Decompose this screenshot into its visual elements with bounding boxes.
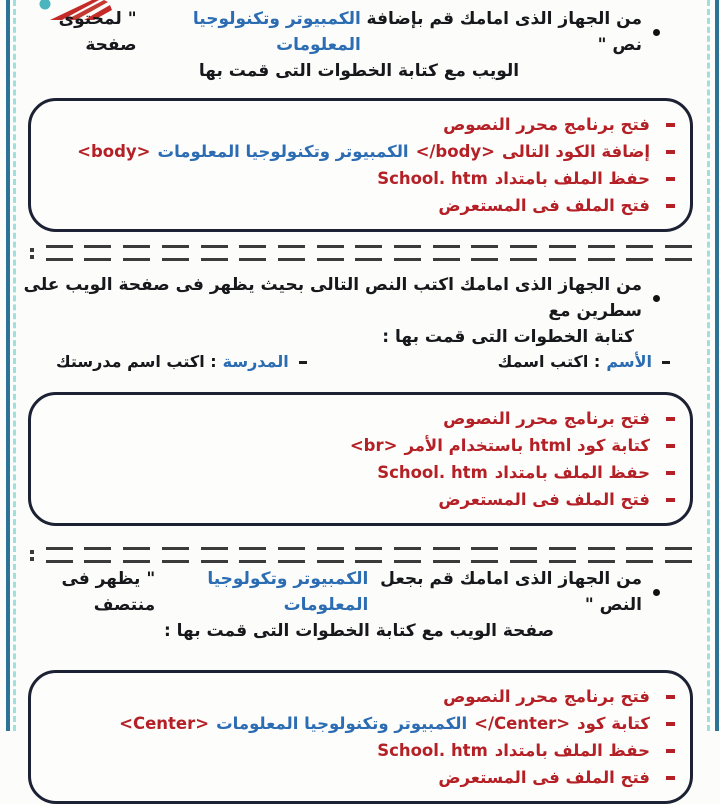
steps-box-3 bbox=[28, 670, 693, 804]
red-dash-icon bbox=[666, 150, 675, 154]
name-instruction: : اكتب اسمك bbox=[497, 352, 601, 371]
step-text: كتابة كود bbox=[577, 714, 650, 733]
red-dash-icon bbox=[666, 123, 675, 127]
step-row bbox=[41, 138, 675, 165]
task3-highlight-text: الكمبيوتر وتكولوجيا المعلومات bbox=[207, 569, 369, 615]
red-dash-icon bbox=[666, 417, 675, 421]
school-item bbox=[56, 350, 307, 374]
step-row bbox=[41, 111, 675, 138]
task3-text-post: " يظهر فى منتصف bbox=[61, 569, 156, 615]
step-row bbox=[41, 459, 675, 486]
task1-highlight-text: الكمبيوتر وتكنولوجيا المعلومات bbox=[192, 9, 361, 55]
left-dashed-line bbox=[13, 0, 16, 731]
step-row bbox=[41, 737, 675, 764]
step-text: فتح الملف فى المستعرض bbox=[438, 196, 650, 215]
task3-line1 bbox=[22, 566, 696, 618]
steps-box-1 bbox=[28, 98, 693, 232]
task2-text-line2: كتابة الخطوات التى قمت بها : bbox=[382, 327, 634, 347]
html-code-token: <body> bbox=[77, 142, 151, 161]
bullet-dot-icon bbox=[653, 589, 660, 596]
filename-text: School. htm bbox=[377, 741, 488, 760]
red-dash-icon bbox=[666, 177, 675, 181]
red-dash-icon bbox=[666, 498, 675, 502]
red-dash-icon bbox=[666, 444, 675, 448]
name-term: الأسم bbox=[606, 352, 652, 371]
task1-text-post: " لمحتوى صفحة bbox=[58, 9, 137, 55]
step-row bbox=[41, 486, 675, 513]
step-highlight-text: الكمبيوتر وتكنولوجيا المعلومات bbox=[216, 714, 468, 733]
step-text: فتح برنامج محرر النصوص bbox=[443, 115, 650, 134]
task1-text-line2: الويب مع كتابة الخطوات التى قمت بها bbox=[198, 61, 520, 81]
step-text: حفظ الملف بامتداد bbox=[494, 463, 650, 482]
task-paragraph-1 bbox=[22, 6, 696, 84]
steps-box-2 bbox=[28, 392, 693, 526]
task3-text-pre: من الجهاز الذى امامك قم بجعل النص " bbox=[380, 569, 642, 615]
document-content bbox=[22, 0, 696, 804]
step-text: فتح الملف فى المستعرض bbox=[438, 768, 650, 787]
html-code-token: <Center> bbox=[119, 714, 210, 733]
name-item bbox=[498, 350, 670, 374]
html-code-token: </body> bbox=[415, 142, 495, 161]
step-row bbox=[41, 710, 675, 737]
separator-colon bbox=[30, 248, 34, 259]
step-highlight-text: الكمبيوتر وتكنولوجيا المعلومات bbox=[157, 142, 409, 161]
step-text: فتح برنامج محرر النصوص bbox=[443, 409, 650, 428]
right-border-line bbox=[715, 0, 719, 731]
task2-line1 bbox=[22, 272, 696, 324]
filename-text: School. htm bbox=[377, 169, 488, 188]
school-term: المدرسة bbox=[222, 352, 289, 371]
html-code-token: </Center> bbox=[474, 714, 571, 733]
task2-text-line1: من الجهاز الذى امامك اكتب النص التالى بحيث يظهر فى صفحة الويب على سطرين مع bbox=[23, 275, 642, 321]
red-dash-icon bbox=[666, 749, 675, 753]
task1-line2 bbox=[22, 58, 696, 84]
task1-line1 bbox=[22, 6, 696, 58]
task3-line2 bbox=[22, 618, 696, 644]
task1-text-pre: من الجهاز الذى امامك قم بإضافة نص " bbox=[366, 9, 642, 55]
step-text: إضافة الكود التالى bbox=[501, 142, 650, 161]
bullet-dot-icon bbox=[653, 295, 660, 302]
step-row bbox=[41, 192, 675, 219]
school-instruction: : اكتب اسم مدرستك bbox=[56, 352, 217, 371]
step-row bbox=[41, 432, 675, 459]
left-border-line bbox=[6, 0, 10, 731]
right-dashed-line bbox=[707, 0, 710, 731]
separator-colon bbox=[30, 550, 34, 561]
step-text: فتح الملف فى المستعرض bbox=[438, 490, 650, 509]
dash-bullet-icon bbox=[662, 361, 670, 364]
red-dash-icon bbox=[666, 695, 675, 699]
step-text: حفظ الملف بامتداد bbox=[494, 741, 650, 760]
dashed-separator bbox=[30, 549, 692, 561]
task3-text-line2: صفحة الويب مع كتابة الخطوات التى قمت بها : bbox=[163, 621, 555, 641]
html-code-token: <br> bbox=[349, 436, 398, 455]
task-paragraph-2 bbox=[22, 272, 696, 350]
dash-bullet-icon bbox=[299, 361, 307, 364]
task-paragraph-3 bbox=[22, 566, 696, 644]
task2-line2 bbox=[22, 324, 696, 350]
dashed-separator bbox=[30, 247, 692, 259]
red-dash-icon bbox=[666, 471, 675, 475]
filename-text: School. htm bbox=[377, 463, 488, 482]
step-row bbox=[41, 683, 675, 710]
step-text: فتح برنامج محرر النصوص bbox=[443, 687, 650, 706]
name-school-row bbox=[22, 350, 696, 374]
bullet-dot-icon bbox=[653, 29, 660, 36]
red-dash-icon bbox=[666, 204, 675, 208]
red-dash-icon bbox=[666, 722, 675, 726]
step-text: كتابة كود html باستخدام الأمر bbox=[404, 436, 650, 455]
step-row bbox=[41, 165, 675, 192]
step-text: حفظ الملف بامتداد bbox=[494, 169, 650, 188]
step-row bbox=[41, 764, 675, 791]
red-dash-icon bbox=[666, 776, 675, 780]
step-row bbox=[41, 405, 675, 432]
